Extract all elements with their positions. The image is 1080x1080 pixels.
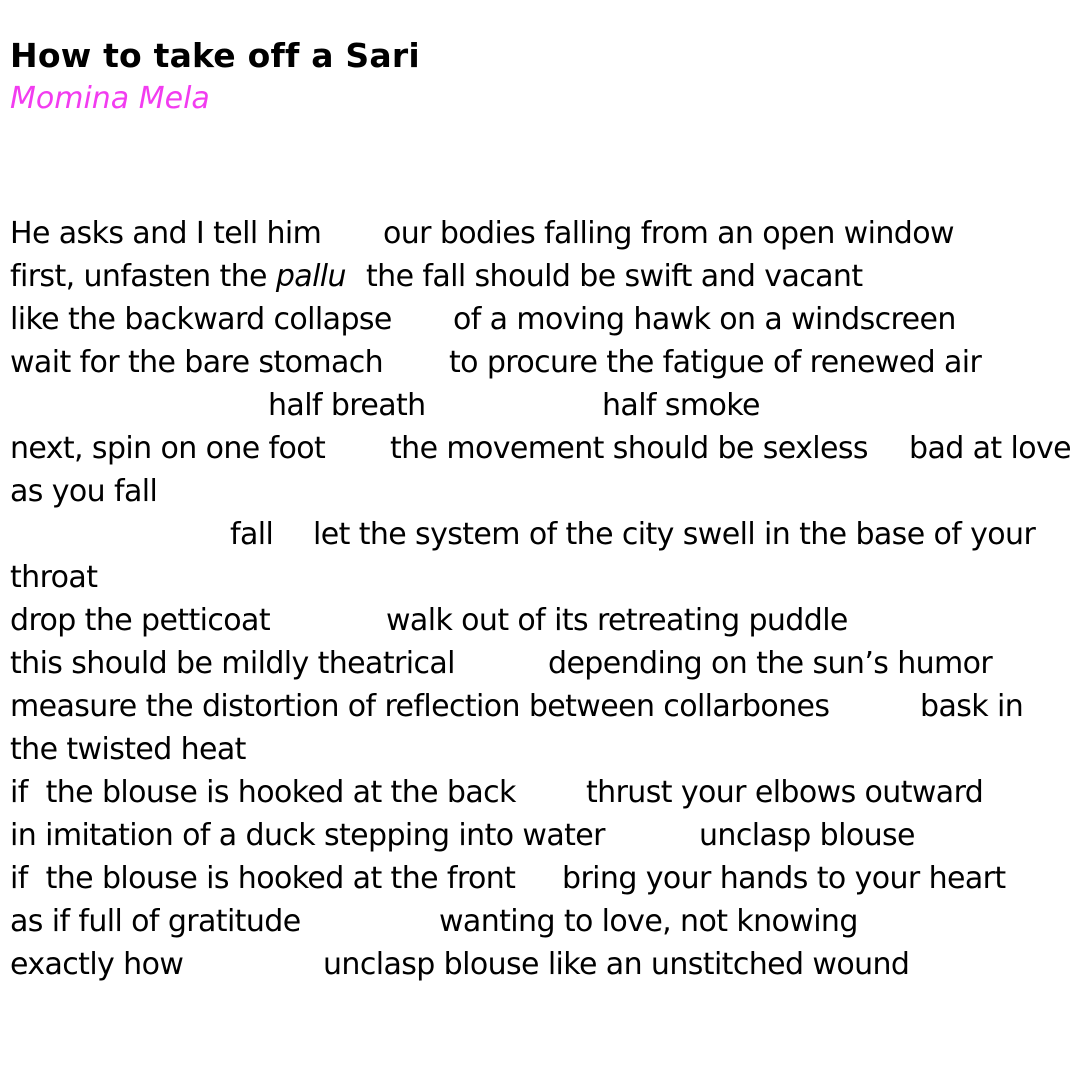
line-segment: wait for the bare stomach — [10, 345, 384, 380]
line-segment: as you fall — [10, 474, 158, 509]
line-segment: measure the distortion of reflection between collarbones — [10, 689, 830, 724]
poem-line — [10, 513, 1075, 556]
poem-line — [10, 427, 1075, 470]
poem-line — [10, 556, 1075, 599]
poem-title: How to take off a Sari — [10, 36, 420, 75]
line-segment: depending on the sun’s humor — [548, 646, 993, 681]
line-segment — [10, 255, 346, 298]
line-segment: as if full of gratitude — [10, 904, 301, 939]
line-segment: half smoke — [602, 388, 760, 423]
line-segment: to procure the fatigue of renewed air — [449, 345, 982, 380]
line-segment: drop the petticoat — [10, 603, 270, 638]
line-segment: He asks and I tell him — [10, 216, 322, 251]
poem-line — [10, 384, 1075, 427]
line-segment: if the blouse is hooked at the front — [10, 861, 516, 896]
line-segment: unclasp blouse — [699, 818, 915, 853]
poem-line — [10, 814, 1075, 857]
poem-body — [10, 212, 1075, 986]
poem-line — [10, 599, 1075, 642]
line-segment-text: first, unfasten the — [10, 259, 276, 294]
poem-line — [10, 857, 1075, 900]
line-segment: our bodies falling from an open window — [383, 216, 954, 251]
poem-line — [10, 900, 1075, 943]
line-segment: thrust your elbows outward — [586, 775, 984, 810]
line-segment: if the blouse is hooked at the back — [10, 775, 516, 810]
poem-line — [10, 728, 1075, 771]
poem-line — [10, 771, 1075, 814]
line-segment: in imitation of a duck stepping into water — [10, 818, 605, 853]
line-segment: let the system of the city swell in the base of your — [313, 517, 1036, 552]
italic-word: pallu — [275, 259, 346, 294]
poem-line — [10, 212, 1075, 255]
line-segment: exactly how — [10, 947, 184, 982]
line-segment: throat — [10, 560, 98, 595]
poem-line — [10, 470, 1075, 513]
line-segment: the movement should be sexless — [390, 431, 868, 466]
line-segment: bask in — [920, 689, 1024, 724]
line-segment: walk out of its retreating puddle — [386, 603, 848, 638]
line-segment: bad at love — [909, 431, 1071, 466]
line-segment: wanting to love, not knowing — [439, 904, 858, 939]
line-segment: of a moving hawk on a windscreen — [453, 302, 956, 337]
poem-line — [10, 943, 1075, 986]
line-segment: the twisted heat — [10, 732, 246, 767]
poem-line — [10, 255, 1075, 298]
line-segment: this should be mildly theatrical — [10, 646, 455, 681]
poem-line — [10, 341, 1075, 384]
line-segment: unclasp blouse like an unstitched wound — [323, 947, 910, 982]
author-name: Momina Mela — [10, 81, 210, 116]
line-segment: the fall should be swift and vacant — [366, 259, 863, 294]
poem-line — [10, 298, 1075, 341]
line-segment: next, spin on one foot — [10, 431, 326, 466]
line-segment: bring your hands to your heart — [562, 861, 1006, 896]
poem-line — [10, 642, 1075, 685]
poem-line — [10, 685, 1075, 728]
line-segment: half breath — [268, 388, 426, 423]
line-segment: fall — [230, 517, 274, 552]
line-segment: like the backward collapse — [10, 302, 392, 337]
